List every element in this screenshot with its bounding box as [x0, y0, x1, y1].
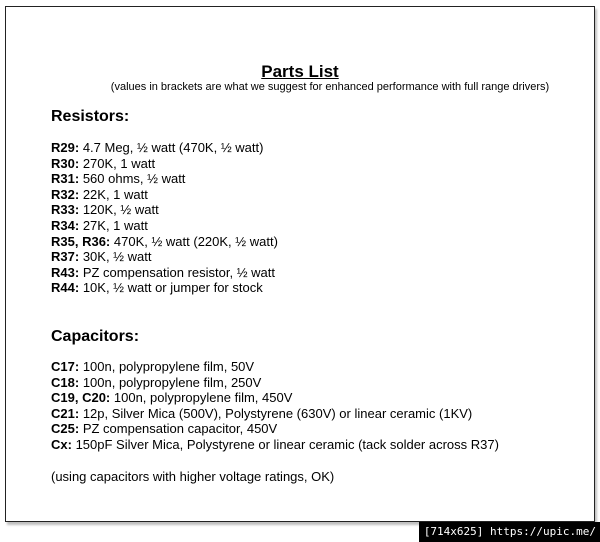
part-desc: 100n, polypropylene film, 450V — [113, 390, 293, 406]
part-desc: 150pF Silver Mica, Polystyrene or linear ceramic (tack solder across R37) — [75, 436, 499, 452]
part-desc: 120K, ½ watt — [82, 202, 159, 218]
list-item — [51, 156, 278, 172]
part-desc: 560 ohms, ½ watt — [82, 171, 186, 187]
part-ref: R44: — [51, 280, 80, 296]
part-desc: 100n, polypropylene film, 50V — [82, 359, 255, 374]
part-desc: 10K, ½ watt or jumper for stock — [82, 280, 263, 296]
part-ref: C25: — [51, 421, 80, 437]
list-item — [51, 171, 278, 187]
part-ref: C17: — [51, 359, 80, 374]
capacitors-heading: Capacitors: — [51, 328, 140, 345]
part-ref: C21: — [51, 405, 80, 421]
part-ref: R43: — [51, 264, 80, 280]
list-item — [51, 218, 278, 234]
part-desc: 470K, ½ watt (220K, ½ watt) — [113, 233, 278, 249]
footnote: (using capacitors with higher voltage ratings, OK) — [51, 469, 335, 484]
list-item — [51, 390, 499, 406]
list-item — [51, 406, 499, 422]
part-ref: R30: — [51, 155, 80, 171]
document-page — [5, 6, 595, 522]
list-item — [51, 421, 499, 437]
list-item — [51, 375, 499, 391]
image-host-watermark: [714x625] https://upic.me/ — [419, 522, 600, 542]
page-subtitle: (values in brackets are what we suggest for enhanced performance with full range drivers) — [110, 81, 550, 93]
capacitors-list — [51, 359, 499, 453]
part-ref: R35, R36: — [51, 233, 111, 249]
part-desc: PZ compensation resistor, ½ watt — [82, 264, 276, 280]
part-ref: C19, C20: — [51, 390, 111, 406]
list-item — [51, 234, 278, 250]
part-desc: 27K, 1 watt — [82, 217, 148, 233]
part-ref: R33: — [51, 202, 80, 218]
part-ref: R37: — [51, 249, 80, 265]
list-item — [51, 280, 278, 296]
list-item — [51, 265, 278, 281]
part-ref: R31: — [51, 171, 80, 187]
page-title: Parts List — [261, 62, 339, 81]
part-desc: 270K, 1 watt — [82, 155, 156, 171]
list-item — [51, 249, 278, 265]
part-ref: R34: — [51, 217, 80, 233]
list-item — [51, 202, 278, 218]
part-desc: 30K, ½ watt — [82, 249, 152, 265]
part-desc: 12p, Silver Mica (500V), Polystyrene (630V) or linear ceramic (1KV) — [82, 405, 473, 421]
list-item — [51, 359, 499, 375]
part-ref: R32: — [51, 186, 80, 202]
list-item — [51, 437, 499, 453]
list-item — [51, 187, 278, 203]
part-ref: C18: — [51, 374, 80, 390]
part-desc: 100n, polypropylene film, 250V — [82, 374, 262, 390]
resistors-list — [51, 140, 278, 296]
part-desc: 22K, 1 watt — [82, 186, 148, 202]
resistors-heading: Resistors: — [51, 108, 130, 125]
list-item — [51, 140, 278, 156]
part-ref: R29: — [51, 140, 80, 155]
part-desc: PZ compensation capacitor, 450V — [82, 421, 278, 437]
part-desc: 4.7 Meg, ½ watt (470K, ½ watt) — [82, 140, 264, 155]
part-ref: Cx: — [51, 436, 72, 452]
